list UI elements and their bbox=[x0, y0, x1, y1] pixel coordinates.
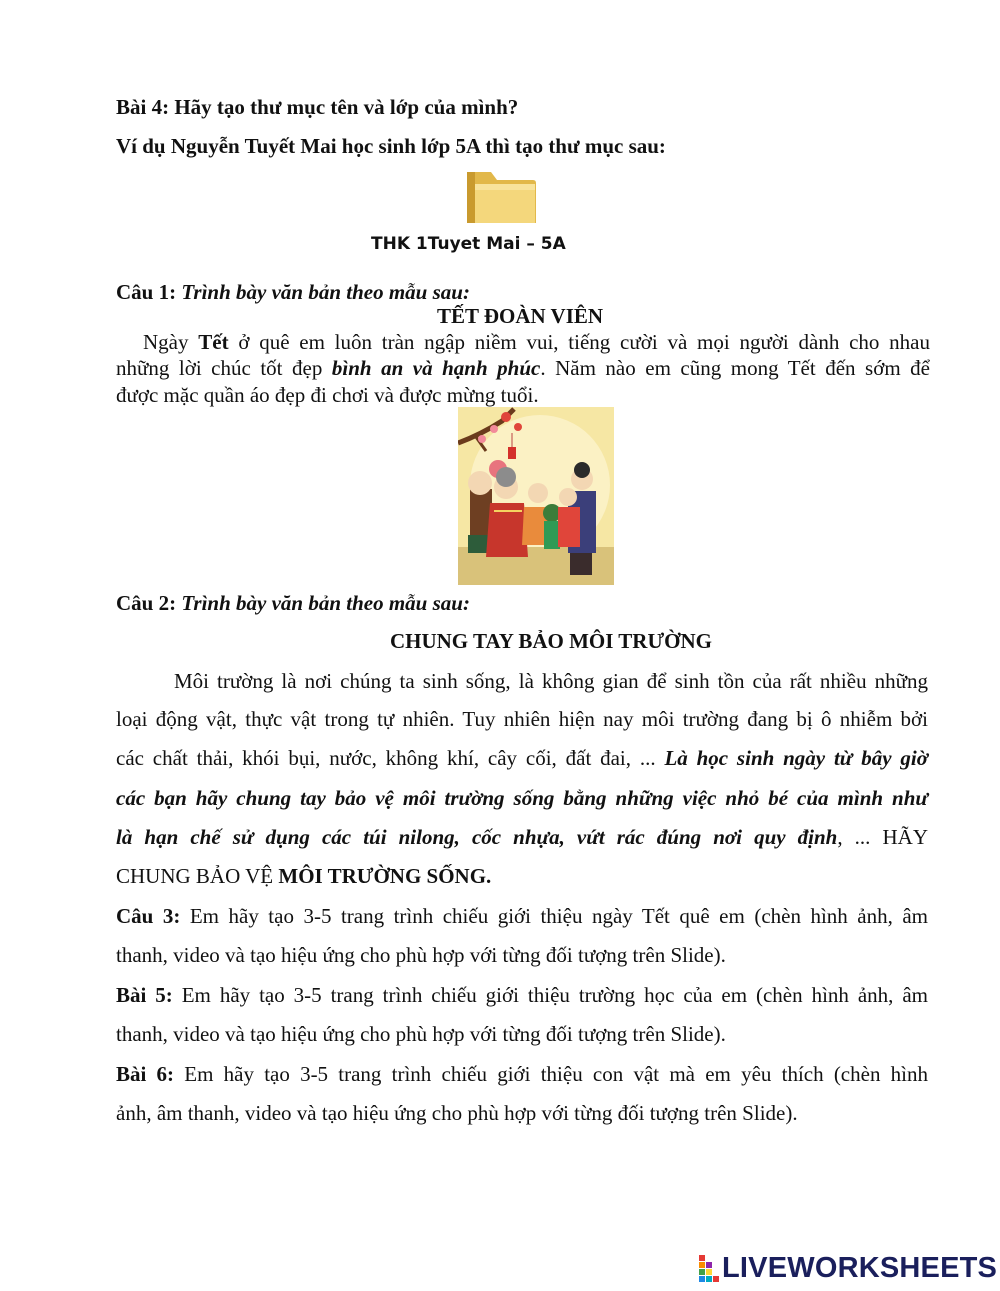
cau2-label: Câu 2: bbox=[116, 591, 177, 615]
cau1-title: TẾT ĐOÀN VIÊN bbox=[436, 304, 604, 328]
cau2-para-line-3: các chất thải, khói bụi, nước, không khí, cây cối, đất đai, ... Là học sinh ngày từ bây giờ bbox=[116, 746, 928, 770]
bai6-label: Bài 6: bbox=[116, 1062, 175, 1086]
cau2-para-line-2: loại động vật, thực vật trong tự nhiên. Tuy nhiên hiện nay môi trường đang bị ô nhiễm bởi bbox=[116, 707, 928, 731]
bai6-line-1: Bài 6: Em hãy tạo 3-5 trang trình chiếu giới thiệu con vật mà em yêu thích (chèn hình bbox=[116, 1062, 928, 1086]
folder-icon bbox=[461, 168, 539, 226]
bai4-example: Ví dụ Nguyễn Tuyết Mai học sinh lớp 5A thì tạo thư mục sau: bbox=[116, 134, 666, 158]
liveworksheets-logo-text[interactable]: LIVEWORKSHEETS bbox=[722, 1252, 998, 1284]
cau2-title: CHUNG TAY BẢO MÔI TRƯỜNG bbox=[389, 629, 713, 653]
cau2-para-line-4: các bạn hãy chung tay bảo vệ môi trường sống bằng những việc nhỏ bé của mình như bbox=[116, 786, 928, 810]
cau1-label: Câu 1: bbox=[116, 280, 177, 304]
folder-caption: THK 1Tuyet Mai – 5A bbox=[371, 234, 566, 254]
cau1-heading bbox=[116, 280, 470, 305]
tet-family-illustration bbox=[458, 407, 614, 585]
bai4-heading: Bài 4: Hãy tạo thư mục tên và lớp của mình? bbox=[116, 95, 519, 119]
cau1-para-line-2: những lời chúc tốt đẹp bình an và hạnh phúc. Năm nào em cũng mong Tết đến sớm để bbox=[116, 356, 930, 380]
cau2-para-line-1: Môi trường là nơi chúng ta sinh sống, là không gian để sinh tồn của rất nhiều những bbox=[174, 669, 928, 693]
bai6-line-2: ảnh, âm thanh, video và tạo hiệu ứng cho phù hợp với từng đối tượng trên Slide). bbox=[116, 1101, 798, 1125]
cau3-line-2: thanh, video và tạo hiệu ứng cho phù hợp với từng đối tượng trên Slide). bbox=[116, 943, 726, 967]
cau3-line-1: Câu 3: Em hãy tạo 3-5 trang trình chiếu giới thiệu ngày Tết quê em (chèn hình ảnh, âm bbox=[116, 904, 929, 928]
cau1-para-line-3: được mặc quần áo đẹp đi chơi và được mừng tuổi. bbox=[116, 383, 539, 407]
bai5-line-1: Bài 5: Em hãy tạo 3-5 trang trình chiếu giới thiệu trường học của em (chèn hình ảnh, âm bbox=[116, 983, 928, 1007]
cau1-instruction: Trình bày văn bản theo mẫu sau: bbox=[181, 280, 470, 304]
cau2-para-line-6: CHUNG BẢO VỆ MÔI TRƯỜNG SỐNG. bbox=[116, 864, 492, 888]
cau1-para-line-1: Ngày Tết ở quê em luôn tràn ngập niềm vui, tiếng cười và mọi người dành cho nhau bbox=[143, 330, 930, 354]
liveworksheets-logo-icon bbox=[698, 1253, 724, 1283]
cau2-instruction: Trình bày văn bản theo mẫu sau: bbox=[181, 591, 470, 615]
cau2-heading bbox=[116, 591, 470, 616]
bai5-line-2: thanh, video và tạo hiệu ứng cho phù hợp với từng đối tượng trên Slide). bbox=[116, 1022, 726, 1046]
cau3-label: Câu 3: bbox=[116, 904, 181, 928]
bai5-label: Bài 5: bbox=[116, 983, 173, 1007]
cau2-para-line-5: là hạn chế sử dụng các túi nilong, cốc nhựa, vứt rác đúng nơi quy định, ... HÃY bbox=[116, 825, 928, 849]
